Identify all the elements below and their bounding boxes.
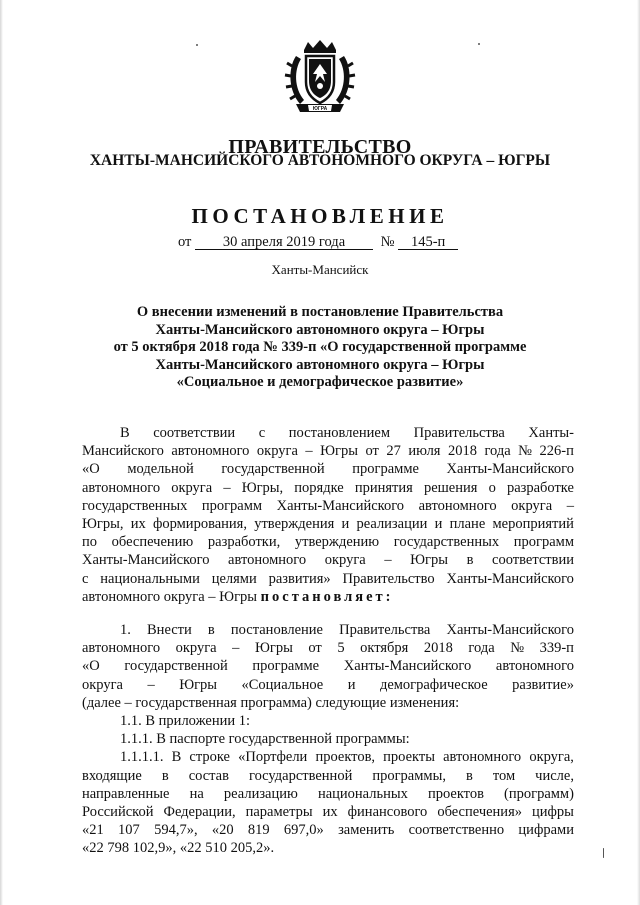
word: – — [566, 497, 574, 514]
word: округа — [175, 640, 217, 657]
word: 5 — [337, 640, 345, 657]
date-number-line — [178, 234, 458, 251]
word: государственных — [82, 497, 188, 514]
word: в — [207, 622, 215, 638]
word: постановлением — [288, 425, 391, 441]
word: Ханты-Мансийского — [276, 497, 405, 514]
word: соответствии — [153, 425, 236, 441]
justified-line — [82, 803, 574, 821]
word: принятия — [354, 479, 413, 496]
word: о — [488, 479, 496, 496]
word: государственной — [248, 767, 353, 784]
word: формирования, — [152, 516, 247, 533]
word: государственной — [221, 461, 325, 478]
word: заменить — [338, 822, 395, 839]
justified-line — [82, 676, 574, 694]
word: и — [434, 516, 443, 533]
justified-line — [82, 479, 574, 497]
word: округа, — [529, 749, 574, 766]
word: – — [305, 443, 313, 460]
word: Ханты-Мансийского — [82, 552, 210, 569]
word: Югры — [179, 676, 218, 693]
word: программе — [352, 461, 419, 478]
word: 2018 — [423, 640, 453, 657]
section-1-paragraph — [82, 621, 574, 858]
word: Внести — [147, 622, 192, 638]
word: 2018 — [447, 443, 477, 460]
word: и — [341, 516, 350, 533]
word: национальных — [317, 785, 408, 802]
word: Ханты-Мансийского — [446, 570, 574, 587]
word: Федерации, — [163, 804, 236, 821]
word: 1. — [120, 622, 131, 638]
number-label: № — [380, 234, 395, 250]
word: программ — [513, 534, 574, 551]
word: «20 — [211, 822, 234, 839]
word: 339-п — [539, 640, 574, 657]
word: реализации — [356, 516, 428, 533]
word: решения — [423, 479, 478, 496]
word: «О — [82, 658, 100, 675]
word: в — [161, 767, 169, 784]
word: национальными — [100, 570, 200, 587]
word: автономного — [228, 552, 307, 569]
justified-line — [82, 639, 574, 657]
number-field: 145-п — [398, 235, 458, 250]
word: состав — [188, 767, 229, 784]
text-line: (далее – государственная программа) следующие изменения: — [82, 694, 460, 711]
word: «О — [82, 461, 100, 478]
justified-line — [82, 497, 574, 515]
justified-line — [82, 515, 574, 533]
word: постановление — [230, 622, 323, 638]
justified-line — [82, 767, 574, 785]
scan-speck — [603, 848, 604, 858]
justified-line — [82, 424, 574, 442]
word: № — [510, 640, 525, 657]
word: округа — [324, 552, 366, 569]
word: входящие — [82, 767, 142, 784]
word: направленные — [82, 785, 170, 802]
word: от — [365, 443, 379, 460]
word: разработке — [506, 479, 574, 496]
justified-line — [82, 551, 574, 569]
justified-line — [82, 621, 574, 639]
word: 27 — [386, 443, 401, 460]
word: Югры — [254, 640, 293, 657]
word: «21 — [82, 822, 104, 839]
word: автономного — [495, 658, 574, 675]
word: В — [171, 749, 182, 766]
word: года — [468, 640, 495, 657]
word: № — [518, 443, 533, 460]
word: 697,0» — [283, 822, 324, 839]
word: разработки, — [207, 534, 281, 551]
word: соответствии — [492, 552, 574, 569]
word: государственной — [124, 658, 228, 675]
word: Российской — [82, 804, 154, 821]
government-title: ПРАВИТЕЛЬСТВО — [228, 136, 412, 158]
word: развитие» — [512, 676, 574, 693]
word: программе — [252, 658, 320, 675]
word: реализацию — [223, 785, 298, 802]
closing-line — [82, 588, 574, 606]
word: автономного — [82, 640, 161, 657]
word: в — [466, 552, 474, 569]
word: обеспечения» — [437, 804, 522, 821]
word: программы, — [372, 767, 446, 784]
word: года — [484, 443, 511, 460]
emblem-ribbon-text: ЮГРА — [312, 106, 328, 112]
document-title — [60, 304, 580, 392]
title-line: от 5 октября 2018 года № 339-п «О государственной программе — [113, 339, 527, 355]
justified-line — [82, 442, 574, 460]
word: соответственно — [408, 822, 505, 839]
word: 594,7», — [154, 822, 198, 839]
word: том — [492, 767, 516, 784]
title-line: «Социальное и демографическое развитие» — [176, 374, 464, 390]
decree-word: постановляет: — [260, 588, 394, 605]
word: государственных — [393, 534, 500, 551]
word: утверждения — [254, 516, 335, 533]
word: – — [232, 640, 240, 657]
word: Югры — [320, 443, 358, 460]
word: их — [130, 516, 146, 533]
word: строке — [189, 749, 230, 766]
word: с — [82, 570, 89, 587]
word: Ханты-Мансийского — [446, 622, 574, 638]
word: «Социальное — [241, 676, 324, 693]
word: финансового — [347, 804, 428, 821]
word: – — [147, 676, 155, 693]
word: и — [347, 676, 356, 693]
word: «Портфели — [238, 749, 308, 766]
word: – — [384, 552, 392, 569]
word: в — [465, 767, 473, 784]
word: автономного — [418, 497, 497, 514]
word: автономного — [443, 749, 522, 766]
justified-line — [82, 785, 574, 803]
word: по — [82, 534, 98, 551]
word: модельной — [127, 461, 194, 478]
word: проектов — [427, 785, 484, 802]
word: автономного — [171, 443, 250, 460]
text-line: 1.1. В приложении 1: — [120, 713, 251, 730]
title-line: Ханты-Мансийского автономного округа – Югры — [155, 356, 485, 373]
word: числе, — [535, 767, 574, 784]
word: плане — [449, 516, 486, 533]
justified-line — [82, 748, 574, 766]
document-type-heading: ПОСТАНОВЛЕНИЕ — [191, 204, 449, 228]
word: демографическое — [379, 676, 488, 693]
word: целями — [211, 570, 257, 587]
title-line: Ханты-Мансийского автономного округа – Югры — [155, 321, 485, 338]
word: Ханты-Мансийского — [343, 658, 472, 675]
justified-line — [82, 657, 574, 675]
word: мероприятий — [492, 516, 574, 533]
word: округа — [171, 479, 213, 496]
preamble-paragraph — [82, 424, 574, 606]
word: округа — [511, 497, 553, 514]
text-line: «22 798 102,9», «22 510 205,2». — [82, 840, 275, 857]
word: Югры — [410, 552, 448, 569]
word: Югры, — [82, 516, 124, 533]
word: цифрами — [518, 822, 574, 839]
word: Мансийского — [82, 443, 164, 460]
word: параметры — [245, 804, 313, 821]
word: октября — [360, 640, 409, 657]
word: проекты — [383, 749, 435, 766]
word: округа — [256, 443, 298, 460]
word: 819 — [247, 822, 270, 839]
word: Правительство — [342, 570, 435, 587]
word: цифры — [532, 804, 574, 821]
word: В — [120, 425, 130, 441]
government-subtitle: ХАНТЫ-МАНСИЙСКОГО АВТОНОМНОГО ОКРУГА – ЮГРЫ — [89, 152, 551, 169]
date-field: 30 апреля 2019 года — [195, 235, 373, 250]
justified-line — [82, 533, 574, 551]
word: развития» — [268, 570, 331, 587]
word: округа — [82, 676, 123, 693]
word: – — [223, 479, 231, 496]
word: Югры, — [241, 479, 284, 496]
closing-text: автономного округа – Югры — [82, 588, 261, 605]
word: от — [308, 640, 322, 657]
word: их — [322, 804, 338, 821]
text-line: 1.1.1. В паспорте государственной программы: — [120, 731, 410, 748]
word: порядке — [294, 479, 344, 496]
word: (программ) — [504, 785, 574, 802]
word: 107 — [118, 822, 140, 839]
word: на — [189, 785, 204, 802]
date-prefix: от — [178, 234, 192, 250]
justified-line — [82, 570, 574, 588]
word: Ханты-Мансийского — [446, 461, 574, 478]
justified-line — [82, 821, 574, 839]
word: проектов, — [315, 749, 376, 766]
scan-speck — [478, 43, 480, 45]
word: 1.1.1.1. — [120, 749, 164, 766]
city-name: Ханты-Мансийск — [271, 262, 369, 277]
word: утверждению — [294, 534, 380, 551]
word: Правительства — [339, 622, 431, 638]
title-line: О внесении изменений в постановление Правительства — [136, 304, 504, 320]
word: с — [258, 425, 266, 441]
word: Ханты- — [528, 425, 574, 441]
word: автономного — [82, 479, 161, 496]
justified-line — [82, 460, 574, 478]
word: Правительства — [413, 425, 505, 441]
word: июля — [408, 443, 441, 460]
word: 226-п — [539, 443, 574, 460]
word: программ — [201, 497, 263, 514]
scan-speck — [196, 44, 198, 46]
word: обеспечению — [111, 534, 194, 551]
